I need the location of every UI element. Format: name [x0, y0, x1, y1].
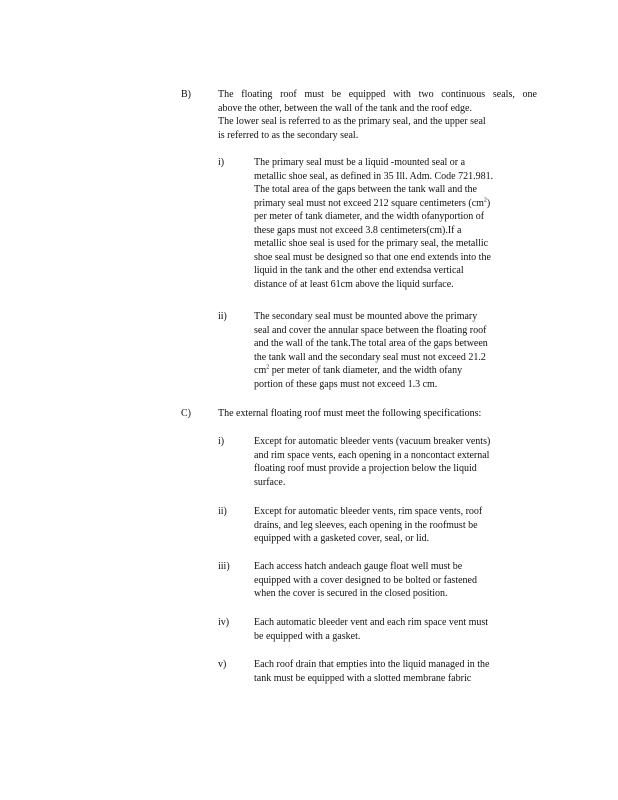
item-label-c-i: i): [218, 436, 225, 447]
item-c-ii-paragraph: [254, 505, 538, 546]
item-label-b-i: i): [218, 157, 225, 168]
text-line: The lower seal is referred to as the primary seal, and the upper seal: [218, 116, 486, 127]
text-line: The floating roof must be equipped with two continuous seals, one: [218, 89, 537, 100]
item-c-iv-paragraph: [254, 616, 538, 643]
text-line: be equipped with a gasket.: [254, 630, 361, 642]
text-line: Each automatic bleeder vent and each rim space vent must: [254, 617, 489, 628]
text-fragment: ): [486, 197, 491, 209]
text-fragment: cm: [254, 365, 267, 376]
text-line: metallic shoe seal is used for the primary seal, the metallic: [254, 238, 489, 249]
text-line: and the wall of the tank.The total area of the gaps between: [254, 338, 488, 349]
text-line: per meter of tank diameter, and the width ofanyportion of: [254, 211, 485, 222]
text-line: when the cover is secured in the closed position.: [254, 588, 448, 599]
item-label-c-iv: iv): [218, 617, 230, 628]
text-line: The external floating roof must meet the following specifications:: [218, 408, 482, 419]
item-b-ii-paragraph: [254, 310, 538, 391]
item-label-c-v: v): [218, 659, 227, 670]
section-b-paragraph: [218, 88, 537, 142]
superscript: 2: [483, 197, 487, 204]
item-c-iii-paragraph: [254, 560, 538, 601]
text-fragment: primary seal must not exceed 212 square centimeters (cm: [254, 197, 484, 209]
text-line: Each access hatch andeach gauge float well must be: [254, 561, 463, 572]
item-label-c-iii: iii): [218, 561, 230, 572]
text-line: seal and cover the annular space between the floating roof: [254, 324, 487, 336]
section-c-paragraph: [218, 407, 538, 421]
text-line: The primary seal must be a liquid -mounted seal or a: [254, 157, 466, 168]
text-line: liquid in the tank and the other end extendsa vertical: [254, 265, 464, 276]
text-line: portion of these gaps must not exceed 1.3 cm.: [254, 378, 438, 390]
section-label-b: B): [181, 89, 191, 100]
text-line: equipped with a gasketed cover, seal, or lid.: [254, 533, 430, 544]
item-c-i-paragraph: [254, 435, 538, 489]
text-line: [254, 364, 538, 378]
text-line: floating roof must provide a projection below the liquid: [254, 463, 477, 474]
superscript: 2: [266, 364, 270, 371]
item-label-c-ii: ii): [218, 506, 227, 517]
text-fragment: per meter of tank diameter, and the width ofany: [269, 365, 463, 376]
text-line: above the other, between the wall of the tank and the roof edge.: [218, 102, 472, 114]
text-line: Except for automatic bleeder vents (vacuum breaker vents): [254, 436, 491, 447]
text-line: The secondary seal must be mounted above the primary: [254, 311, 478, 322]
item-c-v-paragraph: [254, 658, 538, 685]
item-b-i-paragraph: [254, 156, 538, 291]
text-line: distance of at least 61cm above the liquid surface.: [254, 278, 454, 290]
text-line: shoe seal must be designed so that one end extends into the: [254, 251, 491, 263]
text-line: is referred to as the secondary seal.: [218, 129, 359, 141]
text-line: surface.: [254, 476, 286, 488]
section-label-c: C): [181, 408, 191, 419]
text-line: Except for automatic bleeder vents, rim space vents, roof: [254, 506, 483, 517]
text-line: these gaps must not exceed 3.8 centimeters(cm).If a: [254, 224, 462, 236]
text-line: equipped with a cover designed to be bolted or fastened: [254, 574, 477, 586]
text-line: Each roof drain that empties into the liquid managed in the: [254, 659, 490, 670]
text-line: [254, 197, 538, 211]
text-line: tank must be equipped with a slotted membrane fabric: [254, 672, 472, 684]
text-line: and rim space vents, each opening in a noncontact external: [254, 449, 490, 461]
text-line: drains, and leg sleeves, each opening in the roofmust be: [254, 519, 478, 531]
text-line: The total area of the gaps between the tank wall and the: [254, 184, 477, 195]
text-line: the tank wall and the secondary seal must not exceed 21.2: [254, 351, 486, 363]
item-label-b-ii: ii): [218, 311, 227, 322]
text-line: metallic shoe seal, as defined in 35 Ill. Adm. Code 721.981.: [254, 170, 494, 182]
